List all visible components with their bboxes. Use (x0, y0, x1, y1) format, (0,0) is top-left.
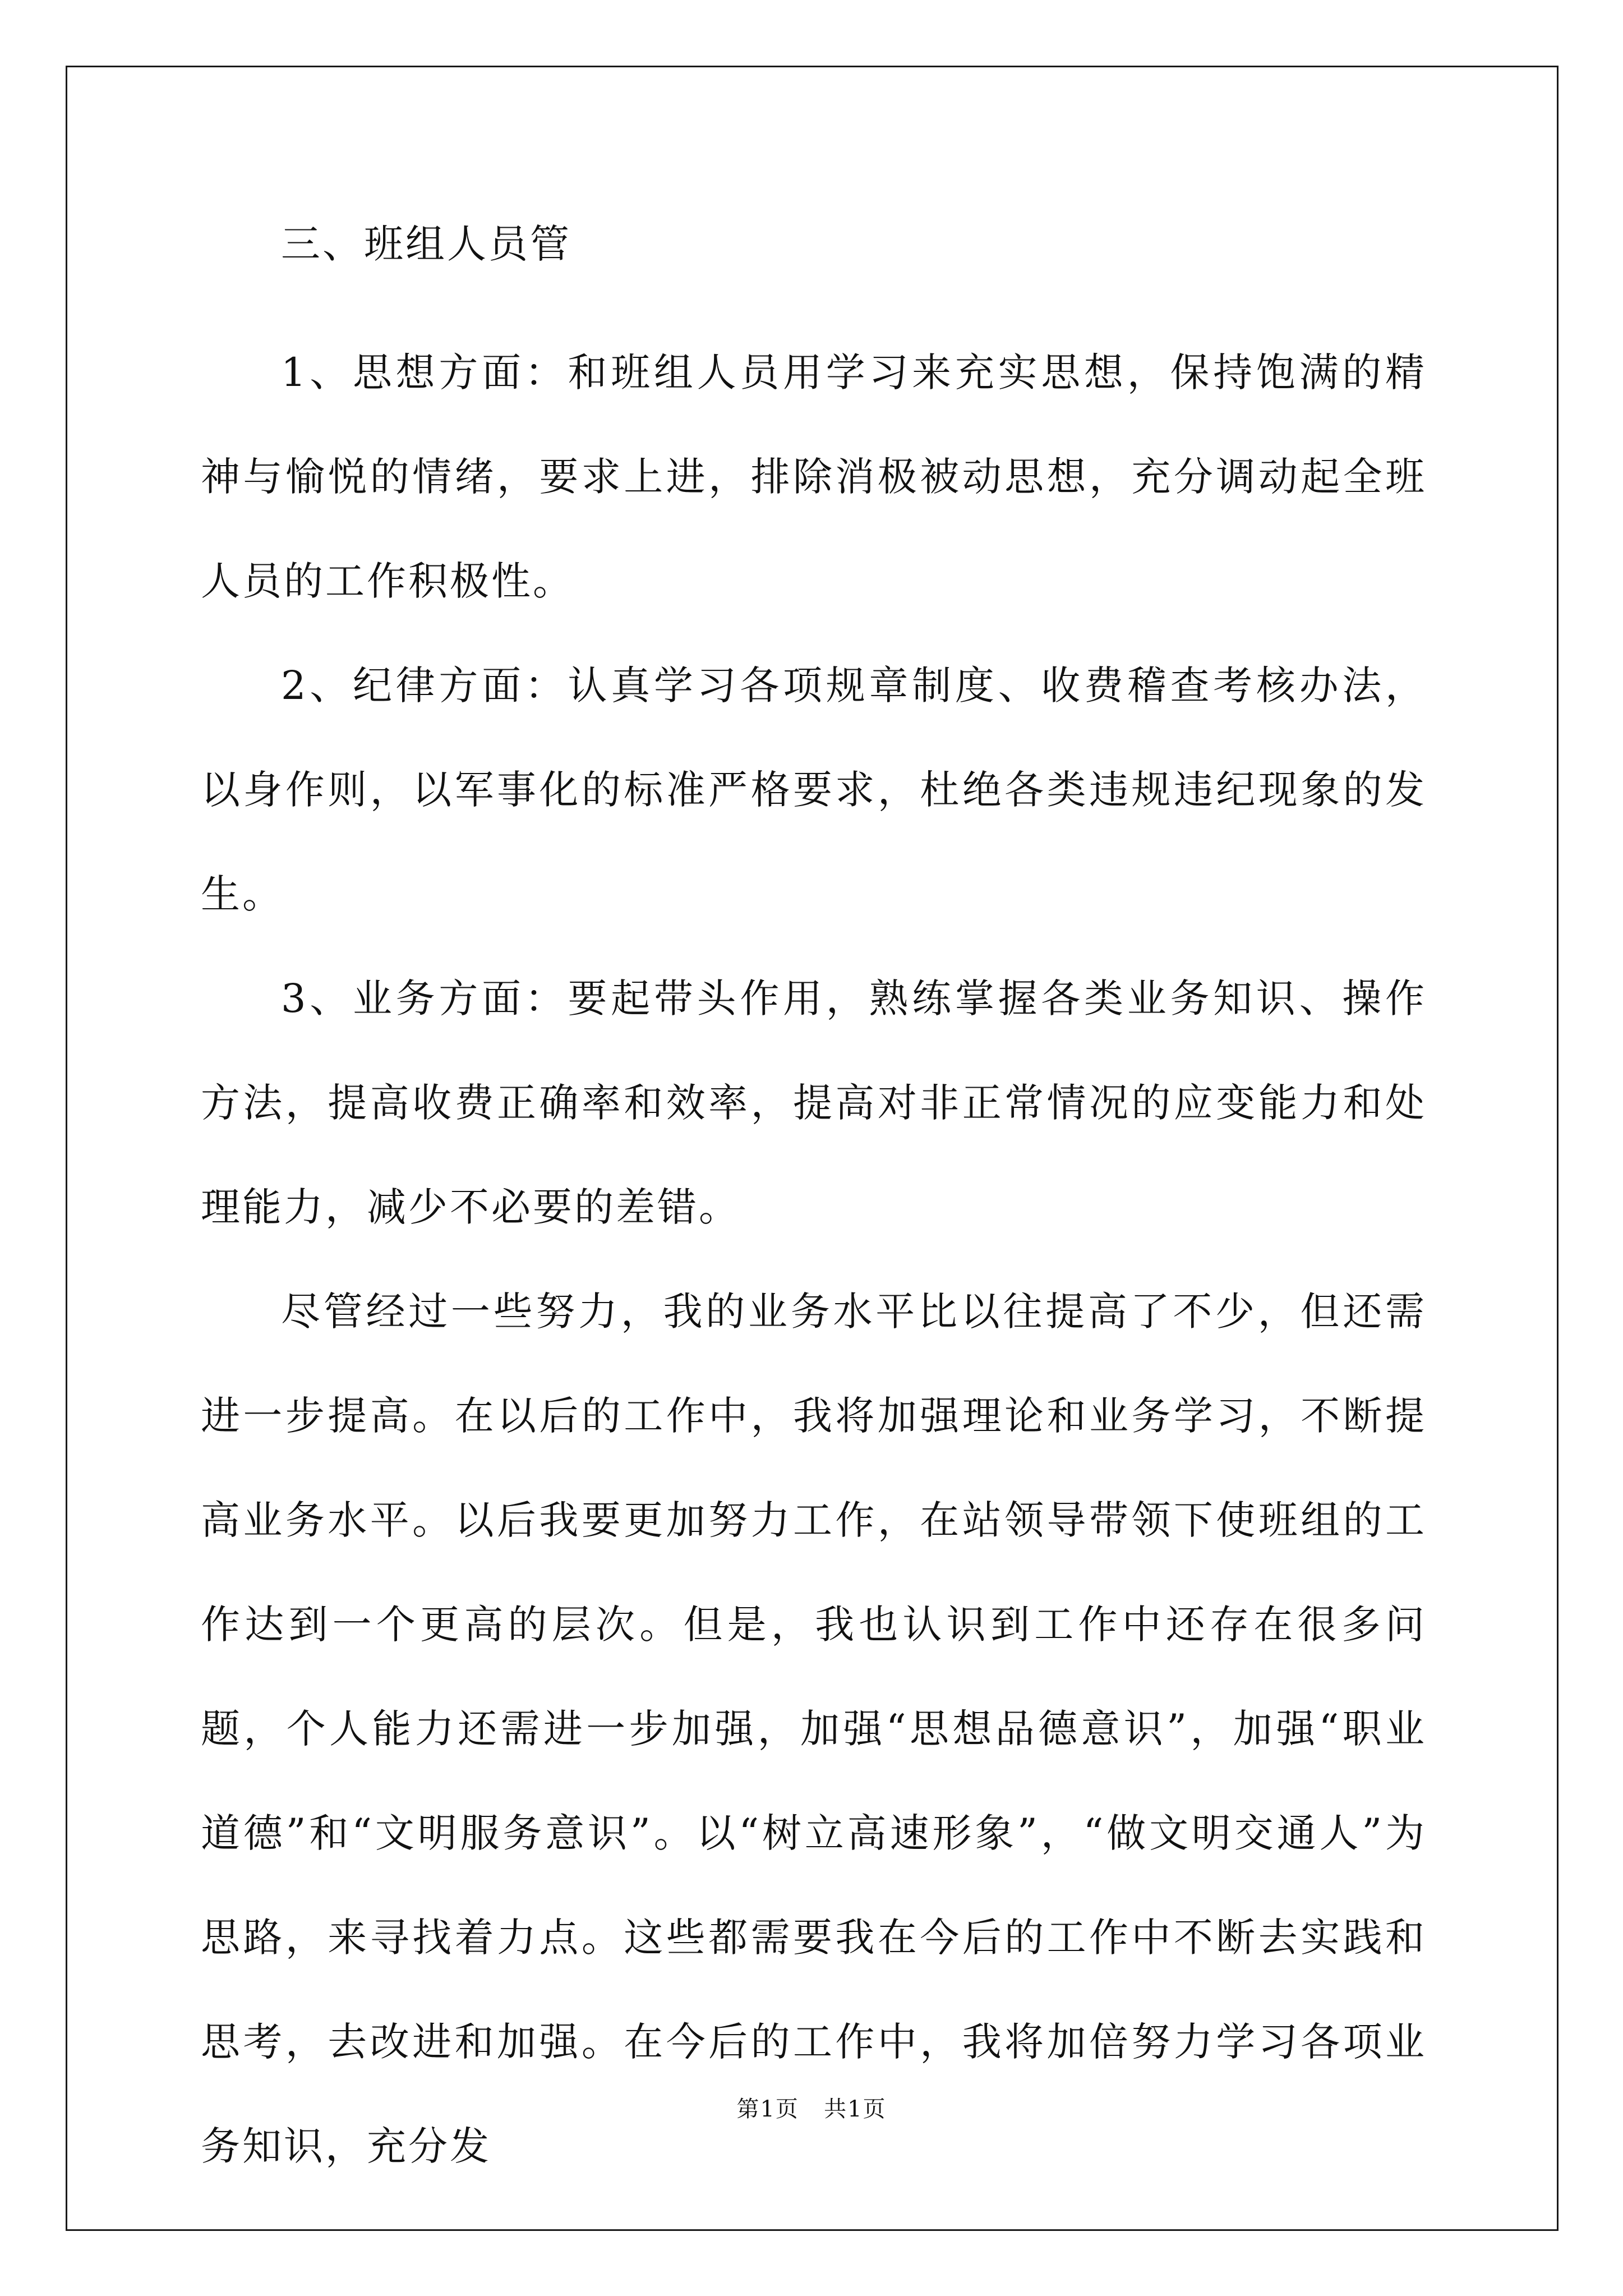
paragraph-business: 3、业务方面：要起带头作用，熟练掌握各类业务知识、操作方法，提高收费正确率和效率，提高对非正常情况的应变能力和处理能力，减少不必要的差错。 (201, 976, 1427, 1230)
page-number: 第1页 (736, 2096, 799, 2122)
section-heading: 三、班组人员管 (281, 221, 571, 267)
document-body (201, 216, 1427, 2198)
paragraph-discipline: 2、纪律方面：认真学习各项规章制度、收费稽查考核办法，以身作则，以军事化的标准严格要求，杜绝各类违规违纪现象的发生。 (201, 662, 1427, 917)
page-total: 共1页 (824, 2096, 887, 2122)
page-footer (0, 2095, 1623, 2123)
paragraph-summary: 尽管经过一些努力，我的业务水平比以往提高了不少，但还需进一步提高。在以后的工作中，我将加强理论和业务学习，不断提高业务水平。以后我要更加努力工作，在站领导带领下使班组的工作达到一个更高的层次。但是，我也认识到工作中还存在很多问题，个人能力还需进一步加强，加强“思想品德意识”，加强“职业道德”和“文明服务意识”。以“树立高速形象”，“做文明交通人”为思路，来寻找着力点。这些都需要我在今后的工作中不断去实践和思考，去改进和加强。在今后的工作中，我将加倍努力学习各项业务知识，充分发 (201, 1289, 1427, 2169)
paragraph-thinking: 1、思想方面：和班组人员用学习来充实思想，保持饱满的精神与愉悦的情绪，要求上进，排除消极被动思想，充分调动起全班人员的工作积极性。 (201, 349, 1427, 604)
